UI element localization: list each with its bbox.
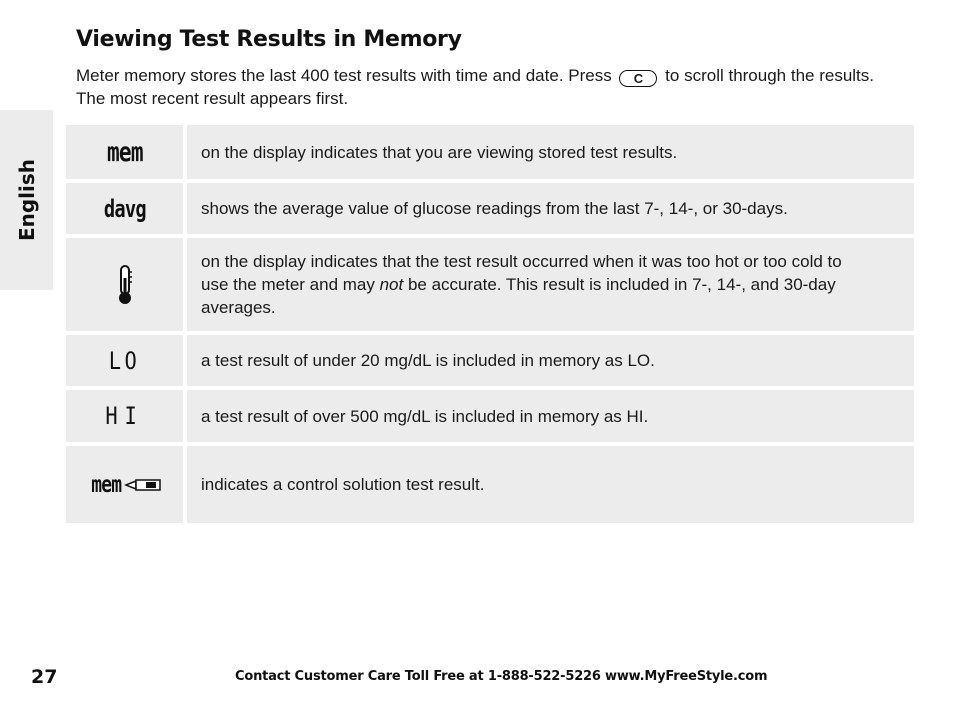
table-row-control-solution	[66, 446, 914, 523]
control-solution-test-strip-icon	[124, 477, 162, 493]
description-cell: indicates a control solution test result.	[187, 446, 914, 523]
hi-display-symbol-icon: HI	[105, 402, 144, 430]
symbol-cell	[66, 238, 183, 331]
symbol-cell	[66, 446, 183, 523]
table-row-thermometer	[66, 238, 914, 331]
customer-care-contact: Contact Customer Care Toll Free at 1-888-522-5226 www.MyFreeStyle.com	[235, 669, 768, 684]
intro-text-before-key: Meter memory stores the last 400 test results with time and date. Press	[76, 66, 617, 85]
c-key-icon: C	[619, 70, 657, 87]
symbol-cell	[66, 335, 183, 386]
symbol-cell	[66, 390, 183, 442]
emphasis-not: not	[379, 275, 404, 294]
description-cell: a test result of under 20 mg/dL is included in memory as LO.	[187, 335, 914, 386]
mem-display-symbol-icon: mem	[106, 136, 143, 168]
table-row-mem	[66, 125, 914, 179]
page-title: Viewing Test Results in Memory	[76, 27, 462, 52]
language-label: English	[14, 158, 39, 242]
intro-paragraph	[76, 64, 896, 110]
thermometer-icon	[116, 264, 134, 306]
thermometer-description: on the display indicates that the test result occurred when it was too hot or too cold to use the meter and may not be accurate. This result is included in 7-, 14-, and 30-day averages.	[201, 252, 842, 317]
language-side-tab	[0, 110, 53, 290]
memory-symbols-table	[66, 125, 914, 527]
description-cell	[187, 238, 914, 331]
description-cell: a test result of over 500 mg/dL is included in memory as HI.	[187, 390, 914, 442]
intro-text-after-key: to scroll through the results. The most recent result appears first.	[76, 66, 874, 108]
mem-display-symbol-icon: mem	[91, 471, 122, 498]
lo-display-symbol-icon: LO	[108, 346, 141, 375]
table-row-hi	[66, 390, 914, 442]
description-cell: on the display indicates that you are viewing stored test results.	[187, 125, 914, 179]
page-number: 27	[31, 666, 58, 688]
description-cell: shows the average value of glucose readings from the last 7-, 14-, or 30-days.	[187, 183, 914, 234]
table-row-lo	[66, 335, 914, 386]
symbol-cell	[66, 125, 183, 179]
symbol-cell	[66, 183, 183, 234]
davg-display-symbol-icon: davg	[103, 194, 146, 223]
table-row-davg	[66, 183, 914, 234]
